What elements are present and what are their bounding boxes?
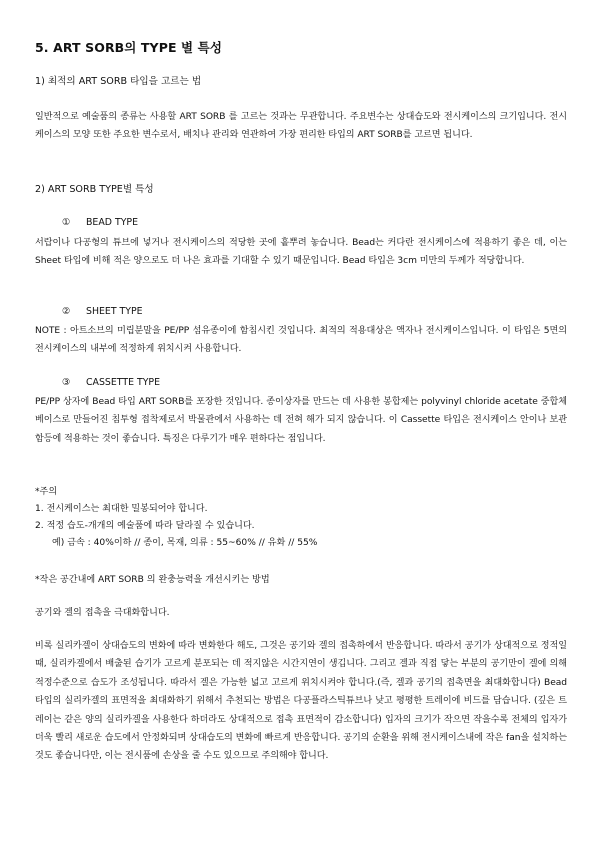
- sheet-type-marker: ②: [62, 306, 71, 317]
- sheet-type-name: SHEET TYPE: [86, 306, 143, 317]
- improve-body: 비록 실리카겔이 상대습도의 변화에 따라 변화한다 해도, 그것은 공기와 겔의 접촉하에서 반응합니다. 따라서 공기가 상대적으로 정적일 때, 실리카겔에서 배출된 습기가 고르게 분포되는 데 적지않은 시간지연이 생깁니다. 그리고 겔과 직접 닿는 부분의 공기만이 겔에 의해 적정수준으로 습도가 조성됩니다. 따라서 겔은 가능한 넓고 고르게 위치시켜야 합니다.(즉, 겔과 공기의 접촉면을 최대화합니다) Bead 타입의 실리카겔의 표면적을 최대화하기 위해서 추천되는 방법은 다공플라스틱튜브나 낮고 평평한 트레이에 비드를 담습니다. (깊은 트레이는 같은 양의 실리카겔을 사용한다 하더라도 상대적으로 접촉 표면적이 감소합니다) 입자의 크기가 작으면 작을수록 전체의 입자가 더욱 빨리 새로운 습도에서 안정화되며 상대습도의 변화에 빠르게 반응합니다. 공기의 순환을 위해 전시케이스내에 작은 fan을 설치하는 것도 좋습니다만, 이는 전시품에 손상을 줄 수도 있으므로 주의해야 합니다.: [35, 641, 567, 762]
- section-1-heading: 1) 최적의 ART SORB 타입을 고르는 법: [35, 76, 202, 87]
- sheet-type-body: NOTE : 아트소브의 미립분말을 PE/PP 섬유종이에 함침시킨 것입니다. 최적의 적용대상은 액자나 전시케이스입니다. 이 타입은 5면의 전시케이스의 내부에 적정하게 위치시켜 사용합니다.: [35, 326, 567, 355]
- page-title: 5. ART SORB의 TYPE 별 특성: [35, 40, 223, 55]
- notes-item-3: 예) 금속 : 40%이하 // 종이, 목재, 의류 : 55~60% // 유화 // 55%: [52, 538, 318, 548]
- section-1-body: 일반적으로 예술품의 종류는 사용할 ART SORB 를 고르는 것과는 무관합니다. 주요변수는 상대습도와 전시케이스의 크기입니다. 전시케이스의 모양 또한 주요한 변수로서, 배치나 관리와 연관하여 가장 편리한 타입의 ART SORB를 고르면 됩니다.: [35, 112, 567, 141]
- cassette-type-body: PE/PP 상자에 Bead 타입 ART SORB를 포장한 것입니다. 종이상자를 만드는 데 사용한 봉합제는 polyvinyl chloride acetate 중합체 베이스로 만들어진 침투형 접착제로서 박물관에서 사용하는 데 전혀 해가 되지 않습니다. 이 Cassette 타입은 전시케이스 안이나 보관함등에 적용하는 것이 좋습니다. 특징은 다루기가 매우 편하다는 점입니다.: [35, 397, 567, 444]
- improve-subheading: 공기와 겔의 접촉을 극대화합니다.: [35, 608, 170, 618]
- cassette-type-marker: ③: [62, 377, 71, 388]
- section-2-heading: 2) ART SORB TYPE별 특성: [35, 184, 154, 195]
- sheet-type-title: [62, 306, 143, 317]
- improve-heading: *작은 공간내에 ART SORB 의 완충능력을 개선시키는 방법: [35, 575, 270, 585]
- bead-type-body: 서랍이나 다공형의 튜브에 넣거나 전시케이스의 적당한 곳에 흩뿌려 놓습니다. Bead는 커다란 전시케이스에 적용하기 좋은 데, 이는 Sheet 타입에 비해 적은 양으로도 더 나은 효과를 기대할 수 있기 때문입니다. Bead 타입은 3cm 미만의 두께가 적당합니다.: [35, 238, 567, 267]
- notes-item-1: 1. 전시케이스는 최대한 밀봉되어야 합니다.: [35, 504, 208, 514]
- cassette-type-title: [62, 377, 160, 388]
- bead-type-name: BEAD TYPE: [86, 217, 138, 228]
- notes-heading: *주의: [35, 487, 58, 497]
- bead-type-marker: ①: [62, 217, 71, 228]
- notes-item-2: 2. 적정 습도-개개의 예술품에 따라 달라질 수 있습니다.: [35, 521, 255, 531]
- bead-type-title: [62, 217, 138, 228]
- cassette-type-name: CASSETTE TYPE: [86, 377, 161, 388]
